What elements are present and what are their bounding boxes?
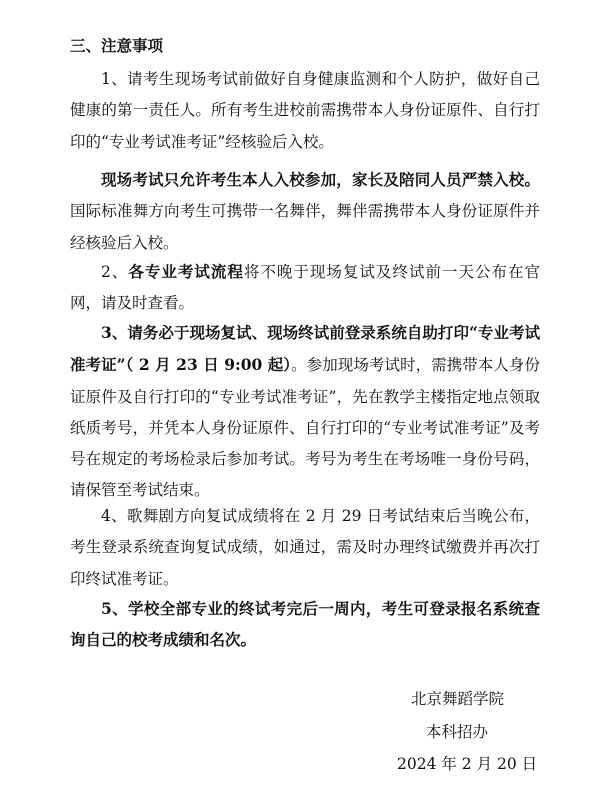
signature-dept: 本科招办 [426, 723, 489, 741]
notice-item-companion [70, 164, 540, 259]
companion-normal-text: 国际标准舞方向考生可携带一名舞伴，舞伴需携带本人身份证原件并经核验后入校。 [70, 202, 540, 252]
notice-item-3 [70, 317, 540, 507]
notice-item-2 [70, 256, 540, 320]
notice-item-4: 4、歌舞剧方向复试成绩将在 2 月 29 日考试结束后当晚公布，考生登录系统查询复试成绩，如通过，需及时办理终试缴费并再次打印终试准考证。 [70, 507, 540, 588]
item-2-prefix: 2、 [101, 263, 129, 281]
item-3-bold-text: 3、请务必于现场复试、现场终试前登录系统自助打印“专业考试准考证”（ 2 月 23 日 9:00 起） [70, 323, 540, 375]
notice-item-1: 1、请考生现场考试前做好自身健康监测和个人防护，做好自己健康的第一责任人。所有考生进校前需携带本人身份证原件、自行打印的“专业考试准考证”经核验后入校。 [70, 70, 540, 151]
item-2-bold-text: 各专业考试流程 [128, 262, 244, 281]
signature-org: 北京舞蹈学院 [411, 690, 505, 708]
item-2-normal-text: 将不晚于现场复试及终试前一天公布在官网，请及时查看。 [70, 263, 540, 313]
signature-date: 2024 年 2 月 20 日 [397, 755, 538, 773]
companion-bold-text: 现场考试只允许考生本人入校参加，家长及陪同人员严禁入校。 [101, 170, 540, 189]
item-3-normal-text: 。参加现场考试时，需携带本人身份证原件及自行打印的“专业考试准考证”，先在教学主楼指定地点领取纸质考号，并凭本人身份证原件、自行打印的“专业考试准考证”及考号在规定的考场检录后参加考试。考号为考生在考场唯一身份号码，请保管至考试结束。 [70, 356, 540, 500]
notice-item-5: 5、学校全部专业的终试考完后一周内，考生可登录报名系统查询自己的校考成绩和名次。 [70, 599, 540, 650]
section-heading: 三、注意事项 [70, 36, 164, 55]
